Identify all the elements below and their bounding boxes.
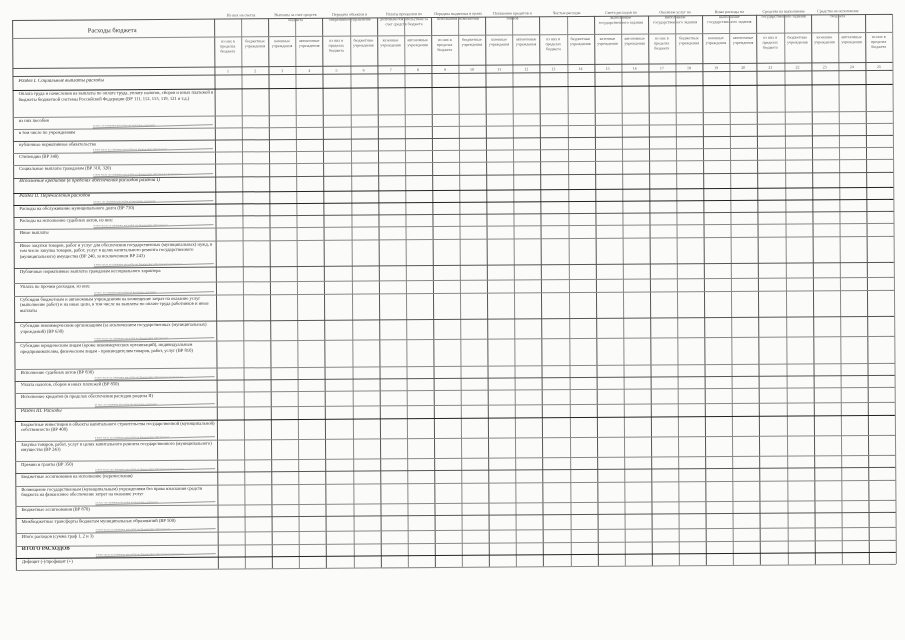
column-group-headers (12, 4, 892, 27)
row-note: в том числе по статьям расходов на финансовое обеспечение (94, 435, 169, 440)
row-label: Бюджетные ассигнования на исполнение (перечисления) (21, 473, 133, 480)
column-sub-header: казенные учреждения (488, 36, 510, 47)
budget-expenses-sheet (12, 4, 896, 570)
column-number: 23 (822, 64, 827, 70)
row-note: в том числе по статьям расходов на финансовое обеспечение выполнения (94, 375, 184, 380)
column-sub-header: казенные учреждения (814, 34, 835, 45)
column-group-header: Погашение кредитов и займов (492, 10, 532, 21)
column-sub-header: казенные учреждения (271, 38, 293, 49)
row-label: Расходы на исполнение судебных актов, из них: (19, 217, 114, 224)
column-sub-header: бюджетные учреждения (353, 37, 374, 48)
column-group-header: Передача объектов в оперативное управление (328, 11, 371, 22)
row-note: в том числе по статьям расходов на финансовое обеспечение выполнения (95, 552, 185, 557)
column-number: 5 (335, 67, 338, 73)
column-number: 11 (497, 66, 502, 72)
row-note: в том числе по статьям расходов на финансовое обеспечение выполнения (93, 172, 182, 177)
column-sub-header: казенные учреждения (380, 37, 401, 48)
column-number: 1 (226, 68, 229, 74)
row-label: Иные выплаты (19, 230, 49, 236)
column-sub-header: бюджетные учреждения (244, 38, 266, 49)
row-label: Уплата налогов, сборов и иных платежей (ВР 850) (20, 381, 119, 387)
row-label: Исполнение судебных актов (ВР 830) (20, 369, 94, 375)
column-number: 14 (578, 66, 583, 72)
row-label: Уплата по прочим расходам, из них: (19, 283, 91, 290)
column-sub-header: казенные учреждения (597, 35, 618, 46)
column-group-header: Смета расходов на выполнение государственного задания (598, 9, 644, 25)
column-number: 6 (362, 67, 365, 73)
column-sub-header: бюджетные учреждения (570, 35, 591, 47)
column-sub-header: автономные учреждения (298, 37, 320, 48)
row-label: Стипендии (ВР 340) (19, 153, 59, 160)
row-label: Раздел II. Перечисления расходов (19, 193, 91, 199)
row-label: Социальные выплаты гражданам (ВР 310, 320) (19, 165, 111, 172)
column-sub-header: автономные учреждения (407, 37, 428, 48)
column-number: 17 (659, 65, 664, 71)
column-sub-header: из них в пределах бюджета (870, 33, 887, 50)
row-note: из них: по статьям расходов на выплаты персоналу (93, 200, 156, 204)
column-number: 20 (741, 64, 746, 70)
column-group-header: Уплаты процентов по долговым обязательствам за счет средств бюджета (379, 11, 428, 27)
row-label: в том числе по учреждениям (18, 129, 76, 135)
row-label: Дефицит (-)/профицит (+) (21, 558, 73, 564)
column-number: 21 (768, 64, 773, 70)
column-sub-header: казенные учреждения (705, 35, 727, 46)
row-label: Возмещение государственным (муниципальным) учреждениям без права взыскания средств бюджета на финансовое обеспечение затрат на оказание услуг (21, 485, 203, 498)
column-number: 16 (632, 65, 637, 71)
row-note: в том числе по статьям расходов на финансовое обеспечение (95, 528, 170, 532)
column-group-header: Средства на выполнение государственного задания (761, 8, 806, 19)
column-number: 24 (849, 64, 854, 70)
column-number: 7 (389, 67, 392, 73)
row-label: из них пособия (18, 117, 49, 123)
column-group-header: Оказание услуг на выполнение государственного задания (653, 9, 698, 25)
column-sub-header: из них в пределах бюджета (545, 36, 561, 52)
row-note: в том числе по статьям расходов на финансовое обеспечение (92, 148, 167, 152)
row-note: в том числе по статьям расходов на финансовое обеспечение (93, 224, 168, 228)
column-group-header: Средства на исполнение бюджета (817, 8, 859, 19)
column-group-header: Передача выданных в целях исполнения полномочий (434, 10, 483, 22)
row-label: Бюджетные ассигнования (ВР 870) (21, 506, 90, 512)
row-label: Раздел I. Социальные выплаты расходы (18, 78, 104, 84)
column-sub-header: бюджетные учреждения (787, 34, 808, 45)
column-number: 4 (308, 67, 311, 73)
row-label: Премии и гранты (ВР 350) (21, 461, 74, 468)
row-label: Субсидии некоммерческим организациям (за исключением государственных (муниципальных) учреждений) (ВР 630) (20, 321, 207, 334)
column-number: 13 (551, 66, 556, 72)
row-note: в том числе по статьям расходов на финансовое обеспечение выполнения (93, 262, 183, 267)
column-sub-header: автономные учреждения (515, 36, 537, 47)
column-number: 22 (795, 64, 800, 70)
row-label: Межбюджетные трансферты бюджетам муниципальных образований (ВР 500) (21, 518, 176, 525)
row-label: ИТОГО РАСХОДОВ (21, 545, 70, 552)
row-label: Закупка товаров, работ, услуг в целях капитального ремонта государственного (муниципального) имущества (ВР 243) (21, 440, 212, 453)
column-sub-header: автономные учреждения (732, 34, 754, 45)
column-number: 19 (714, 65, 719, 71)
row-label: Субсидии юридическим лицам (кроме некоммерческих организаций), индивидуальным предпринимателям, физическим лицам - производителям товаров, работ, услуг (ВР 810) (20, 342, 193, 354)
row-label: Иные закупки товаров, работ и услуг для обеспечения государственных (муниципальных) нужд, в том числе закупка товаров, работ, услуг в целях капитального ремонта государственного (муниципального) имущества (ВР 240, за исключением ВР 243) (19, 241, 213, 259)
column-number: 15 (605, 65, 610, 71)
column-sub-header: из них в пределах бюджета (220, 38, 236, 54)
column-number: 18 (686, 65, 692, 71)
column-number: 25 (876, 63, 881, 69)
column-sub-header: бюджетные учреждения (461, 36, 483, 47)
row-label: Исполнение кредитов (в пределах обеспечения расходов раздела II) (20, 393, 154, 400)
column-sub-header: из них в пределах бюджета (437, 36, 453, 53)
row-note: из них: по статьям расходов на выплаты персоналу (92, 123, 156, 128)
row-label: Итого расходов (сумма граф 1, 2 и 3) (21, 533, 94, 540)
column-number: 8 (416, 67, 419, 73)
column-number: 3 (281, 68, 284, 74)
row-label: Раздел III. Расходы (20, 409, 62, 415)
table-title: Расходы бюджета (87, 27, 137, 35)
column-number: 10 (470, 66, 475, 72)
column-group-header: Иные расходы на выполнение государственного задания (707, 8, 752, 25)
row-note: в том числе по статьям расходов на финансовое обеспечение выполнения (95, 468, 184, 472)
column-number: 12 (524, 66, 529, 72)
column-group-header: Чистые расходы (552, 10, 581, 16)
column-sub-header: из них в пределах бюджета (328, 37, 345, 53)
row-note: из них: по статьям расходов на выплаты персоналу (94, 403, 158, 407)
row-label: Оплата труда и начисления на выплаты по оплате труда, уплату налогов, сборов и иных платежей в бюджеты бюджетной системы Российской Федерации (ВР 111, 112, 113, 119, 121 и т.д.) (18, 89, 214, 102)
column-group-header: Выплаты за счет средств бюджета (274, 11, 317, 23)
row-label: Исполнение кредитов (в пределах обеспечения расходов раздела I) (19, 177, 160, 184)
row-label: Бюджетные инвестиции в объекты капитального строительства государственной (муниципальной) собственности (ВР 400) (20, 420, 215, 433)
row-note: из них: по статьям расходов на выплаты персоналу (95, 500, 158, 505)
column-number: 9 (443, 66, 446, 72)
column-sub-header: бюджетные учреждения (678, 35, 700, 46)
row-label: Расходы на обслуживание муниципального долга (ВР 730) (19, 205, 135, 212)
row-label: публичные нормативные обязательства (18, 141, 96, 147)
column-sub-header: из них в пределах бюджета (762, 34, 778, 50)
column-number: 2 (254, 68, 257, 74)
column-group-header: Из них на счетах (226, 12, 256, 18)
column-sub-header: автономные учреждения (624, 35, 645, 46)
row-label: Субсидии бюджетным и автономным учреждениям на возмещение затрат на оказание услуг (выполнение работ) и на иные цели, в том числе на выплаты по оплате труда работников и иные выплаты (20, 295, 209, 313)
row-label: Публичные нормативные выплаты гражданам несоциального характера (19, 268, 161, 275)
column-sub-header: из них в пределах бюджета (653, 35, 670, 51)
row-note: в том числе по статьям расходов на финансовое обеспечение (94, 337, 169, 341)
row-note: из них: по статьям расходов на выплаты персоналу (93, 290, 157, 294)
column-sub-header: автономные учреждения (841, 34, 862, 45)
